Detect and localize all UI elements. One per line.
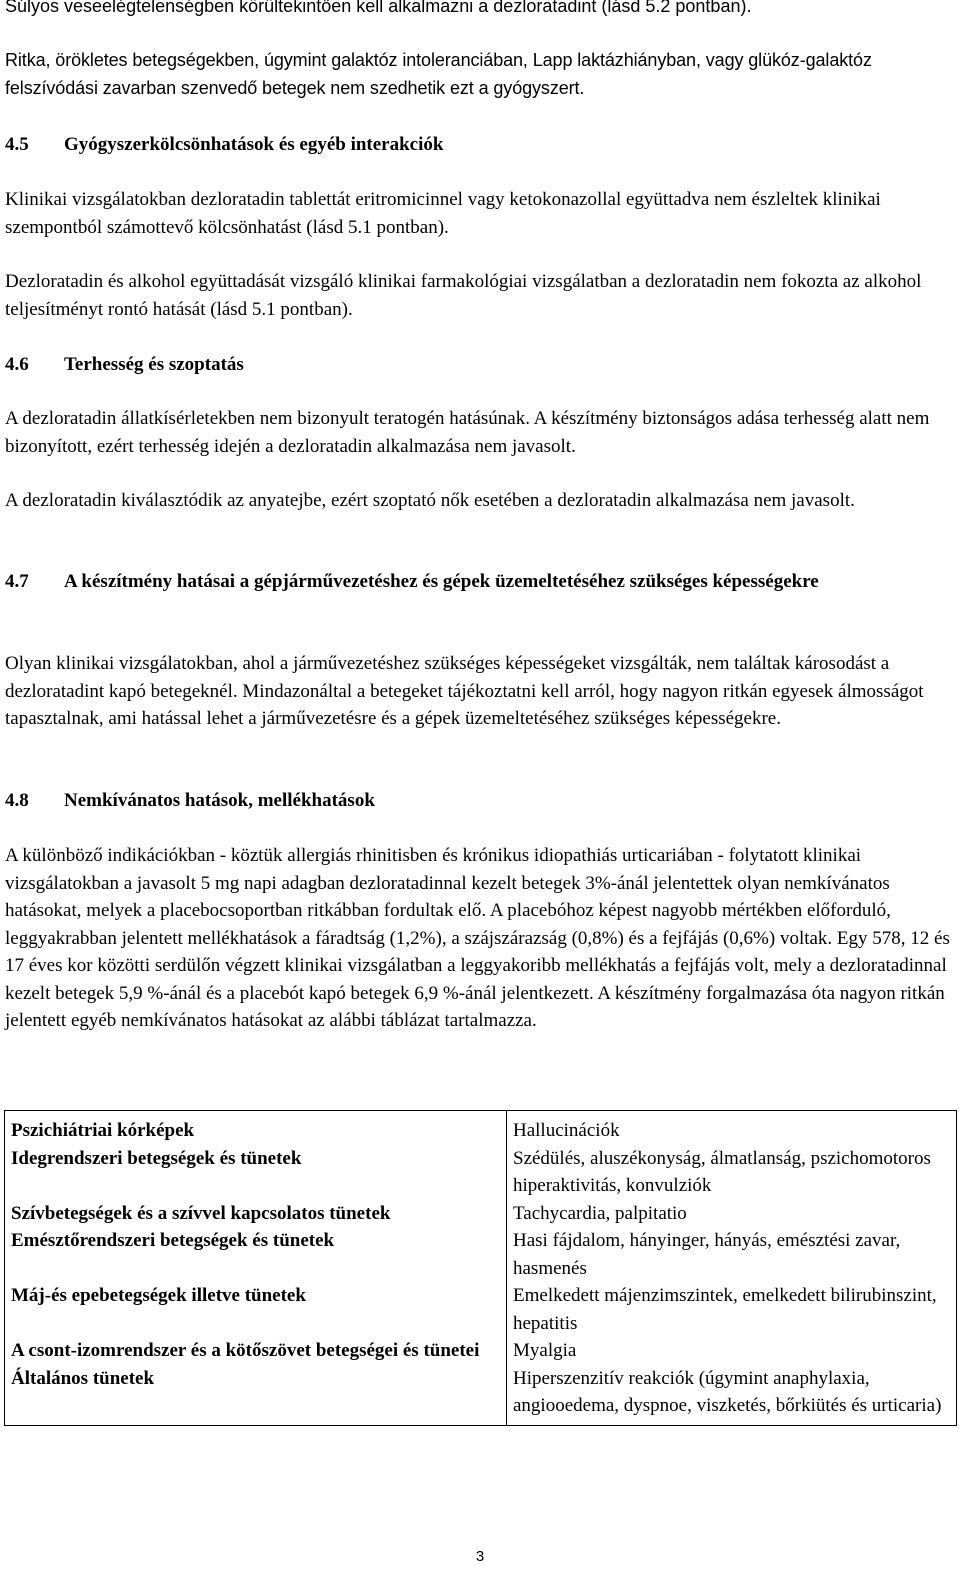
paragraph-pregnancy: A dezloratadin állatkísérletekben nem bizonyult teratogén hatásúnak. A készítmény biztonságos adása terhesség alatt nem bizonyított, ezért terhesség idején a dezloratadin alkalmazása nem javasolt. xyxy=(5,408,930,457)
table-row xyxy=(5,1282,957,1337)
paragraph-interactions-1: Klinikai vizsgálatokban dezloratadin tablettát eritromicinnel vagy ketokonazollal együttadva nem észleltek klinikai szempontból számottevő kölcsönhatást (lásd 5.1 pontban). xyxy=(5,189,881,238)
page-number: 3 xyxy=(475,1548,485,1565)
table-row xyxy=(5,1111,957,1145)
paragraph-adverse-effects: A különböző indikációkban - köztük allergiás rhinitisben és krónikus idiopathiás urticariában - folytatott klinikai vizsgálatokban a javasolt 5 mg napi adagban dezloratadinnal kezelt betegek 3%-ánál jelentettek olyan nemkívánatos hatásokat, melyek a placebocsoportban ritkábban fordultak elő. A placebóhoz képest nagyobb mértékben előforduló, leggyakrabban jelentett mellékhatások a fáradtság (1,2%), a szájszárazság (0,8%) és a fejfájás (0,6%) voltak. Egy 578, 12 és 17 éves kor közötti serdülőn végzett klinikai vizsgálatban a leggyakoribb mellékhatás a fejfájás volt, mely a dezloratadinnal kezelt betegek 5,9 %-ánál és a placebót kapó betegek 6,9 %-ánál jelentkezett. A készítmény forgalmazása óta nagyon ritkán jelentett egyéb nemkívánatos hatásokat az alábbi táblázat tartalmazza. xyxy=(5,845,950,1031)
table-row xyxy=(5,1337,957,1365)
section-number: 4.7 xyxy=(5,571,29,592)
effects-cell: Tachycardia, palpitatio xyxy=(513,1202,687,1224)
organ-class-cell: A csont-izomrendszer és a kötőszövet betegségei és tünetei xyxy=(5,1337,507,1365)
table-row xyxy=(5,1200,957,1228)
section-4-8-heading xyxy=(5,787,955,815)
adverse-effects-table xyxy=(4,1110,957,1426)
table-row xyxy=(5,1227,957,1282)
effects-cell: Myalgia xyxy=(513,1340,577,1361)
organ-class-cell: Emésztőrendszeri betegségek és tünetek xyxy=(5,1227,507,1282)
organ-class-cell: Pszichiátriai kórképek xyxy=(5,1111,507,1145)
paragraph-renal: Súlyos veseelégtelenségben körültekintően kell alkalmazni a dezloratadint (lásd 5.2 pontban). xyxy=(5,0,752,16)
effects-cell: Szédülés, aluszékonyság, álmatlanság, pszichomotoros hiperaktivitás, konvulziók xyxy=(513,1147,931,1196)
table-row xyxy=(5,1365,957,1426)
section-number: 4.8 xyxy=(5,790,29,811)
section-4-5-heading xyxy=(5,131,955,159)
effects-cell: Hiperszenzitív reakciók (úgymint anaphylaxia, angiooedema, dyspnoe, viszketés, bőrkiütés és urticaria) xyxy=(513,1367,942,1416)
section-4-7-heading xyxy=(5,568,955,596)
effects-cell: Emelkedett májenzimszintek, emelkedett bilirubinszint, hepatitis xyxy=(513,1285,937,1334)
section-title: Terhesség és szoptatás xyxy=(64,354,244,375)
section-4-6-heading xyxy=(5,351,955,379)
organ-class-cell: Szívbetegségek és a szívvel kapcsolatos tünetek xyxy=(5,1200,507,1228)
paragraph-driving: Olyan klinikai vizsgálatokban, ahol a járművezetéshez szükséges képességeket vizsgálták, nem találtak károsodást a dezloratadint kapó betegeknél. Mindazonáltal a betegeket tájékoztatni kell arról, hogy nagyon ritkán egyesek álmosságot tapasztalnak, ami hatással lehet a járművezetésre és a gépek üzemeltetéséhez szükséges képességekre. xyxy=(5,653,924,729)
paragraph-interactions-2: Dezloratadin és alkohol együttadását vizsgáló klinikai farmakológiai vizsgálatban a dezloratadin nem fokozta az alkohol teljesítményt rontó hatását (lásd 5.1 pontban). xyxy=(5,271,922,320)
effects-cell: Hallucinációk xyxy=(513,1120,620,1141)
section-number: 4.6 xyxy=(5,354,29,375)
section-title: Gyógyszerkölcsönhatások és egyéb interakciók xyxy=(64,134,444,155)
organ-class-cell: Általános tünetek xyxy=(5,1365,507,1426)
effects-cell: Hasi fájdalom, hányinger, hányás, emésztési zavar, hasmenés xyxy=(513,1230,901,1279)
paragraph-lactation: A dezloratadin kiválasztódik az anyatejbe, ezért szoptató nők esetében a dezloratadin alkalmazása nem javasolt. xyxy=(5,490,855,511)
section-title: A készítmény hatásai a gépjárművezetéshez és gépek üzemeltetéséhez szükséges képességekre xyxy=(64,571,819,592)
paragraph-hereditary: Ritka, örökletes betegségekben, úgymint galaktóz intoleranciában, Lapp laktázhiányban, vagy glükóz-galaktóz felszívódási zavarban szenvedő betegek nem szedhetik ezt a gyógyszert. xyxy=(5,50,872,98)
table-row xyxy=(5,1145,957,1200)
section-title: Nemkívánatos hatások, mellékhatások xyxy=(64,790,375,811)
section-number: 4.5 xyxy=(5,134,29,155)
organ-class-cell: Máj-és epebetegségek illetve tünetek xyxy=(5,1282,507,1337)
organ-class-cell: Idegrendszeri betegségek és tünetek xyxy=(5,1145,507,1200)
